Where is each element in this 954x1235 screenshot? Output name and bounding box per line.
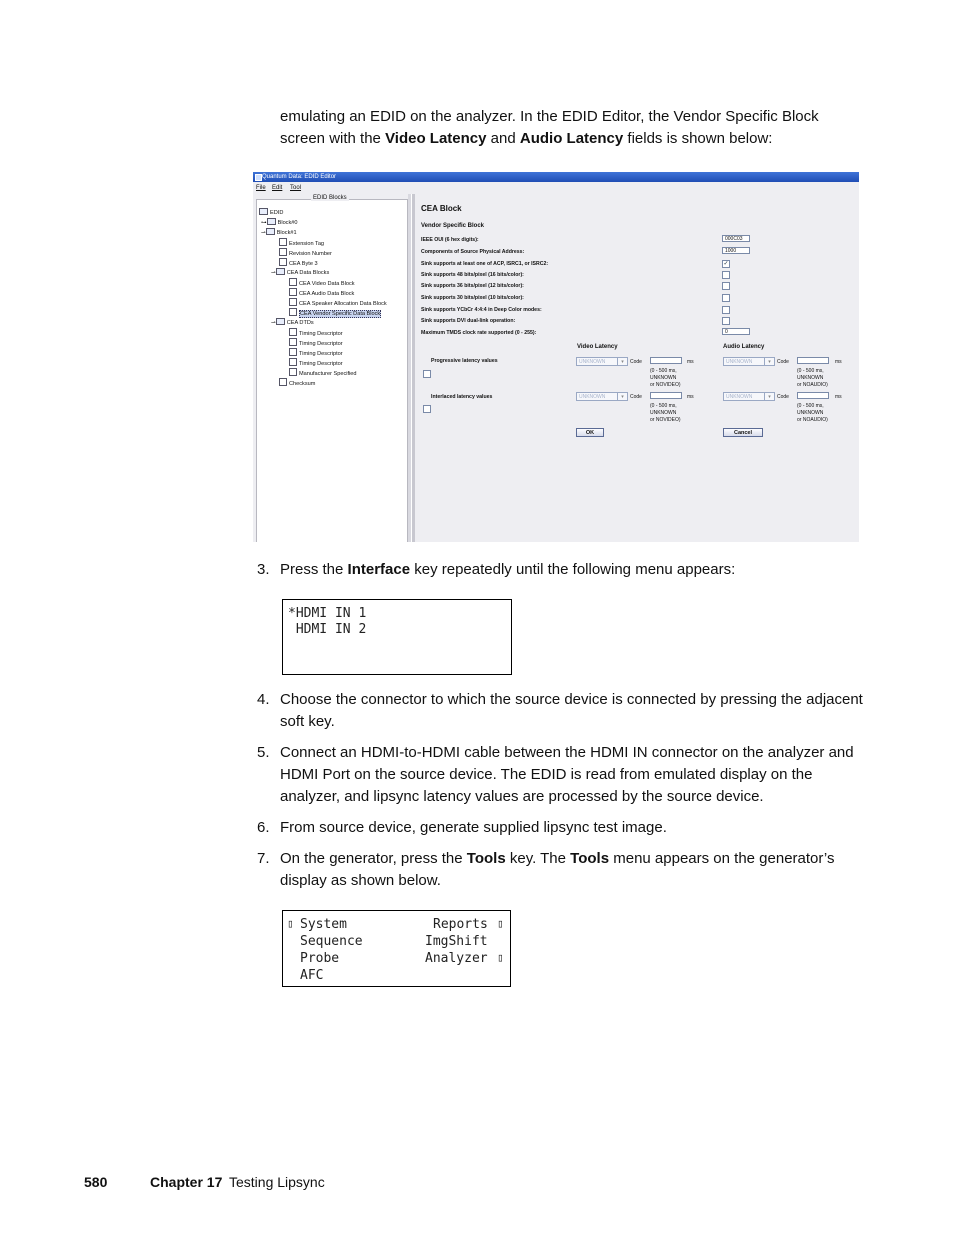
code-label: Code — [777, 394, 789, 400]
app-icon — [255, 174, 262, 181]
progressive-checkbox[interactable] — [423, 370, 431, 378]
chevron-down-icon: ▾ — [617, 358, 627, 365]
bold-interface: Interface — [347, 561, 411, 578]
tree-label: CEA DTDs — [286, 320, 314, 326]
tree-label: Manufacturer Specified — [299, 371, 357, 377]
bold-audio-latency: Audio Latency — [519, 130, 624, 147]
text: screen with the — [280, 130, 386, 147]
page-number: 580 — [84, 1174, 108, 1190]
dc30-checkbox[interactable] — [722, 294, 730, 302]
document-icon — [289, 358, 297, 366]
tree-node[interactable] — [279, 238, 324, 248]
field-label: IEEE OUI (6 hex digits): — [421, 237, 479, 243]
interlaced-label: Interlaced latency values — [431, 394, 493, 400]
tree-label: Timing Descriptor — [299, 341, 343, 347]
ycbcr-checkbox[interactable] — [722, 306, 730, 314]
ms-label: ms — [835, 394, 842, 400]
dc36-checkbox[interactable] — [722, 282, 730, 290]
block-title: CEA Block — [421, 204, 462, 213]
tree-label: CEA Byte 3 — [289, 261, 318, 267]
bold-tools: Tools — [466, 850, 506, 867]
field-label: Sink supports 36 bits/pixel (12 bits/color): — [421, 283, 524, 289]
range-text: UNKNOWN — [650, 410, 677, 416]
text: and — [486, 130, 520, 147]
document-icon — [279, 248, 287, 256]
document-icon — [289, 368, 297, 376]
lcd-item-probe[interactable]: Probe — [300, 951, 340, 966]
document-icon — [289, 298, 297, 306]
tree-label: Checksum — [289, 381, 316, 387]
window-title: Quantum Data: EDID Editor — [262, 174, 337, 180]
audio-ms-input[interactable] — [797, 357, 829, 364]
tree-label: Timing Descriptor — [299, 331, 343, 337]
acp-checkbox[interactable]: ✓ — [723, 261, 729, 267]
dropdown-value: UNKNOWN — [579, 359, 606, 365]
video-latency-dropdown[interactable] — [576, 392, 628, 401]
lcd-item-sequence[interactable]: Sequence — [300, 934, 363, 949]
ieee-oui-input[interactable]: 000C03 — [722, 235, 750, 242]
tree-label: Block#0 — [277, 220, 298, 226]
step-text — [280, 848, 875, 892]
document-icon — [289, 328, 297, 336]
bold-video-latency: Video Latency — [385, 130, 487, 147]
tree-label: Extension Tag — [289, 241, 325, 247]
range-text: (0 - 500 ms, — [650, 368, 677, 374]
step-number: 4. — [257, 691, 270, 708]
editor-panel — [415, 194, 859, 542]
range-text: UNKNOWN — [650, 375, 677, 381]
folder-icon: ▯ — [287, 917, 294, 930]
field-label: Components of Source Physical Address: — [421, 249, 525, 255]
tree-label: CEA Vendor Specific Data Block — [300, 311, 381, 317]
document-icon — [289, 338, 297, 346]
text: menu appears on the generator’s display as shown below. — [280, 850, 835, 889]
tree-label: Timing Descriptor — [299, 361, 343, 367]
edid-editor-screenshot — [253, 172, 859, 542]
menu-file[interactable]: File — [256, 185, 266, 191]
folder-icon — [276, 268, 285, 275]
field-label: Maximum TMDS clock rate supported (0 - 255): — [421, 330, 537, 336]
ms-label: ms — [835, 359, 842, 365]
menu-tool[interactable]: Tool — [290, 185, 302, 191]
tree-node[interactable] — [289, 358, 343, 368]
tree-node[interactable]: ⊸ Block#1 — [261, 230, 297, 236]
step-text: From source device, generate supplied lipsync test image. — [280, 819, 667, 836]
chevron-down-icon: ▾ — [764, 358, 774, 365]
folder-icon — [276, 318, 285, 325]
tree-node[interactable]: ⊶ Block#0 — [261, 220, 298, 226]
tree-frame — [256, 199, 408, 542]
tree-node[interactable] — [289, 328, 343, 338]
cancel-button[interactable]: Cancel — [723, 428, 763, 437]
lcd-line[interactable]: *HDMI IN 1 — [288, 606, 367, 621]
code-label: Code — [777, 359, 789, 365]
chevron-down-icon: ▾ — [617, 393, 627, 400]
menu-bar — [253, 184, 859, 193]
tree-node[interactable] — [289, 278, 355, 288]
lcd-tools-menu — [282, 910, 511, 987]
step-number: 6. — [257, 819, 270, 836]
document-icon — [289, 348, 297, 356]
video-latency-dropdown[interactable] — [576, 357, 628, 366]
window-titlebar — [253, 172, 859, 182]
field-label: Sink supports 30 bits/pixel (10 bits/color): — [421, 295, 524, 301]
tree-label: Timing Descriptor — [299, 351, 343, 357]
step-text: Connect an HDMI-to-HDMI cable between the HDMI IN connector on the analyzer and HDMI Port on the source device. The EDID is read from emulated display on the analyzer, and lipsync latency values are processed by the source device. — [280, 744, 854, 805]
intro-line-2 — [280, 128, 875, 150]
range-text: (0 - 500 ms, — [797, 403, 824, 409]
document-icon — [279, 238, 287, 246]
step-number: 3. — [257, 561, 270, 578]
text: On the generator, press the — [280, 850, 467, 867]
field-label: Sink supports DVI dual-link operation: — [421, 318, 516, 324]
tree-node[interactable] — [279, 248, 332, 258]
range-text: or NOVIDEO) — [650, 417, 681, 423]
lcd-item-system[interactable]: System — [300, 917, 347, 932]
menu-edit[interactable]: Edit — [272, 185, 283, 191]
bold-tools: Tools — [570, 850, 610, 867]
document-icon — [289, 278, 297, 286]
field-label: Sink supports YCbCr 4:4:4 in Deep Color modes: — [421, 307, 542, 313]
audio-latency-dropdown[interactable] — [723, 392, 775, 401]
tree-node[interactable] — [279, 258, 318, 268]
video-ms-input[interactable] — [650, 357, 682, 364]
tmds-clock-input[interactable]: 0 — [722, 328, 750, 335]
lcd-item-reports[interactable]: Reports — [433, 917, 488, 932]
tree-node[interactable] — [259, 208, 283, 217]
folder-icon — [267, 218, 276, 225]
dropdown-value: UNKNOWN — [579, 394, 606, 400]
text: key. The — [505, 850, 571, 867]
tree-node[interactable] — [289, 288, 354, 298]
field-label: Sink supports 48 bits/pixel (16 bits/color): — [421, 272, 524, 278]
lcd-interface-menu — [282, 599, 512, 675]
intro-line-1: emulating an EDID on the analyzer. In the EDID Editor, the Vendor Specific Block — [280, 108, 819, 125]
step-number: 5. — [257, 744, 270, 761]
chapter-title: Testing Lipsync — [229, 1174, 325, 1190]
ok-button[interactable]: OK — [576, 428, 604, 437]
folder-icon: ▯ — [497, 917, 504, 930]
video-latency-heading: Video Latency — [577, 344, 618, 350]
chevron-down-icon: ▾ — [764, 393, 774, 400]
range-text: (0 - 500 ms, — [650, 403, 677, 409]
progressive-label: Progressive latency values — [431, 358, 498, 364]
tree-label: CEA Audio Data Block — [299, 291, 355, 297]
folder-icon — [266, 228, 275, 235]
tree-label: CEA Video Data Block — [299, 281, 355, 287]
dropdown-value: UNKNOWN — [726, 394, 753, 400]
tree-node[interactable] — [279, 378, 315, 388]
lcd-item-imgshift[interactable]: ImgShift — [425, 934, 488, 949]
folder-icon — [259, 208, 268, 215]
lcd-line[interactable]: HDMI IN 2 — [288, 622, 367, 637]
tree-panel — [253, 194, 409, 542]
field-label: Sink supports at least one of ACP, ISRC1, or ISRC2: — [421, 261, 549, 267]
tree-label: Revision Number — [289, 251, 332, 257]
tree-node[interactable]: ⊸ CEA DTDs — [271, 320, 314, 326]
folder-icon: ▯ — [497, 951, 504, 964]
code-label: Code — [630, 359, 642, 365]
video-ms-input[interactable] — [650, 392, 682, 399]
tree-label: CEA Data Blocks — [286, 270, 330, 276]
text: key repeatedly until the following menu appears: — [410, 561, 736, 578]
tree-label: EDID — [270, 210, 284, 216]
ms-label: ms — [687, 359, 694, 365]
document-icon — [279, 258, 287, 266]
range-text: or NOAUDIO) — [797, 382, 828, 388]
dropdown-value: UNKNOWN — [726, 359, 753, 365]
tree-node[interactable]: ⊸ CEA Data Blocks — [271, 270, 330, 276]
text: fields is shown below: — [623, 130, 773, 147]
dvi-dual-checkbox[interactable] — [722, 317, 730, 325]
range-text: UNKNOWN — [797, 410, 824, 416]
tree-node[interactable] — [289, 368, 357, 378]
tree-node[interactable] — [289, 338, 343, 348]
lcd-item-afc[interactable]: AFC — [300, 968, 324, 983]
document-icon — [289, 308, 297, 316]
intro-paragraph — [280, 106, 875, 150]
text: Press the — [280, 561, 348, 578]
tree-legend: EDID Blocks — [313, 195, 347, 201]
range-text: or NOVIDEO) — [650, 382, 681, 388]
audio-latency-dropdown[interactable] — [723, 357, 775, 366]
ms-label: ms — [687, 394, 694, 400]
range-text: (0 - 500 ms, — [797, 368, 824, 374]
step-text — [280, 559, 875, 581]
code-label: Code — [630, 394, 642, 400]
document-icon — [279, 378, 287, 386]
vsb-title: Vendor Specific Block — [421, 223, 485, 229]
tree-label: Block#1 — [276, 230, 297, 236]
chapter-label: Chapter 17 — [150, 1174, 223, 1190]
tree-node-selected[interactable] — [289, 308, 381, 318]
range-text: UNKNOWN — [797, 375, 824, 381]
physical-address-input[interactable]: 1000 — [722, 247, 750, 254]
lcd-item-analyzer[interactable]: Analyzer — [425, 951, 488, 966]
audio-latency-heading: Audio Latency — [723, 344, 765, 350]
step-text: Choose the connector to which the source device is connected by pressing the adjacent soft key. — [280, 691, 863, 730]
document-icon — [289, 288, 297, 296]
tree-node[interactable] — [289, 298, 387, 308]
tree-node[interactable] — [289, 348, 343, 358]
audio-ms-input[interactable] — [797, 392, 829, 399]
tree-label: CEA Speaker Allocation Data Block — [299, 301, 387, 307]
range-text: or NOAUDIO) — [797, 417, 828, 423]
step-number: 7. — [257, 850, 270, 867]
dc48-checkbox[interactable] — [722, 271, 730, 279]
interlaced-checkbox[interactable] — [423, 405, 431, 413]
